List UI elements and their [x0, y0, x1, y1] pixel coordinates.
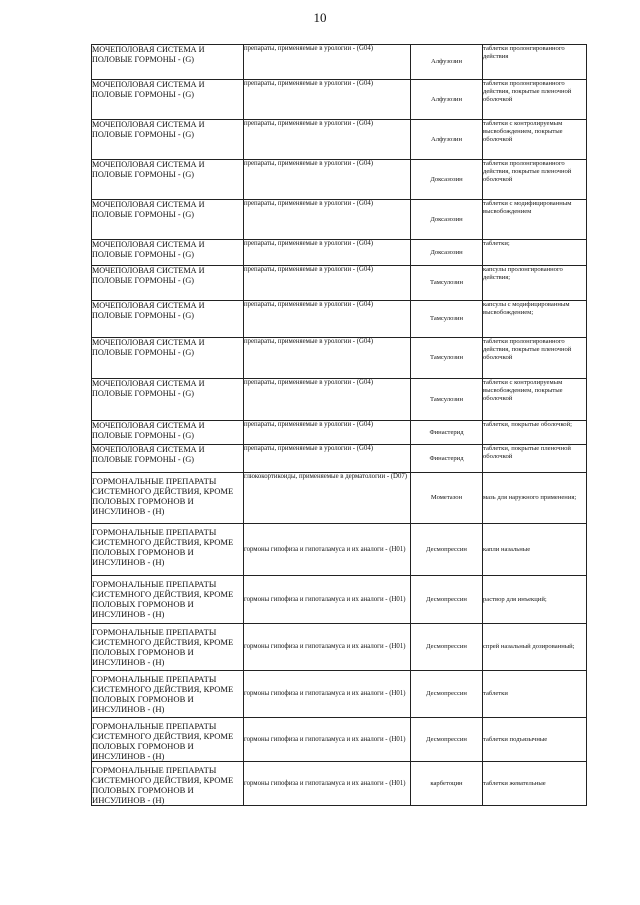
substance-cell: Тамсулозин [411, 338, 483, 379]
dosage-form-cell: таблетки подъязычные [483, 718, 587, 762]
dosage-form-cell: таблетки с контролируемым высвобождением, покрытые оболочкой [483, 120, 587, 160]
drug-table [91, 44, 587, 806]
dosage-form-cell: капсулы пролонгированного действия; [483, 266, 587, 301]
pharm-group-cell: препараты, применяемые в урологии - (G04) [244, 421, 411, 445]
substance-cell: Мометазон [411, 473, 483, 524]
dosage-form-cell: таблетки жевательные [483, 762, 587, 806]
category-cell: ГОРМОНАЛЬНЫЕ ПРЕПАРАТЫ СИСТЕМНОГО ДЕЙСТВИЯ, КРОМЕ ПОЛОВЫХ ГОРМОНОВ И ИНСУЛИНОВ - (H) [92, 576, 244, 624]
substance-cell: Доксазозин [411, 240, 483, 266]
substance-cell: Десмопрессин [411, 576, 483, 624]
substance-cell: Десмопрессин [411, 718, 483, 762]
pharm-group-cell: гормоны гипофиза и гипоталамуса и их аналоги - (H01) [244, 718, 411, 762]
pharm-group-cell: препараты, применяемые в урологии - (G04) [244, 240, 411, 266]
table-row [92, 266, 587, 301]
category-cell: МОЧЕПОЛОВАЯ СИСТЕМА И ПОЛОВЫЕ ГОРМОНЫ - (G) [92, 200, 244, 240]
category-cell: МОЧЕПОЛОВАЯ СИСТЕМА И ПОЛОВЫЕ ГОРМОНЫ - (G) [92, 421, 244, 445]
table-row [92, 718, 587, 762]
dosage-form-cell: раствор для инъекций; [483, 576, 587, 624]
table-row [92, 160, 587, 200]
dosage-form-cell: таблетки [483, 671, 587, 718]
substance-cell: Тамсулозин [411, 266, 483, 301]
category-cell: ГОРМОНАЛЬНЫЕ ПРЕПАРАТЫ СИСТЕМНОГО ДЕЙСТВИЯ, КРОМЕ ПОЛОВЫХ ГОРМОНОВ И ИНСУЛИНОВ - (H) [92, 473, 244, 524]
table-row [92, 421, 587, 445]
table-row [92, 524, 587, 576]
category-cell: МОЧЕПОЛОВАЯ СИСТЕМА И ПОЛОВЫЕ ГОРМОНЫ - (G) [92, 379, 244, 421]
table-row [92, 624, 587, 671]
pharm-group-cell: препараты, применяемые в урологии - (G04) [244, 160, 411, 200]
dosage-form-cell: спрей назальный дозированный; [483, 624, 587, 671]
table-row [92, 120, 587, 160]
pharm-group-cell: препараты, применяемые в урологии - (G04) [244, 301, 411, 338]
table-row [92, 338, 587, 379]
category-cell: ГОРМОНАЛЬНЫЕ ПРЕПАРАТЫ СИСТЕМНОГО ДЕЙСТВИЯ, КРОМЕ ПОЛОВЫХ ГОРМОНОВ И ИНСУЛИНОВ - (H) [92, 624, 244, 671]
pharm-group-cell: препараты, применяемые в урологии - (G04) [244, 379, 411, 421]
category-cell: МОЧЕПОЛОВАЯ СИСТЕМА И ПОЛОВЫЕ ГОРМОНЫ - (G) [92, 120, 244, 160]
table-row [92, 45, 587, 80]
substance-cell: Алфузозин [411, 45, 483, 80]
substance-cell: Финастерид [411, 421, 483, 445]
pharm-group-cell: препараты, применяемые в урологии - (G04) [244, 45, 411, 80]
category-cell: ГОРМОНАЛЬНЫЕ ПРЕПАРАТЫ СИСТЕМНОГО ДЕЙСТВИЯ, КРОМЕ ПОЛОВЫХ ГОРМОНОВ И ИНСУЛИНОВ - (H) [92, 671, 244, 718]
category-cell: МОЧЕПОЛОВАЯ СИСТЕМА И ПОЛОВЫЕ ГОРМОНЫ - (G) [92, 445, 244, 473]
category-cell: МОЧЕПОЛОВАЯ СИСТЕМА И ПОЛОВЫЕ ГОРМОНЫ - (G) [92, 160, 244, 200]
table-row [92, 200, 587, 240]
table-row [92, 379, 587, 421]
dosage-form-cell: таблетки пролонгированного действия, покрытые пленочной оболочкой [483, 338, 587, 379]
substance-cell: Алфузозин [411, 120, 483, 160]
category-cell: МОЧЕПОЛОВАЯ СИСТЕМА И ПОЛОВЫЕ ГОРМОНЫ - (G) [92, 240, 244, 266]
dosage-form-cell: таблетки пролонгированного действия [483, 45, 587, 80]
pharm-group-cell: препараты, применяемые в урологии - (G04) [244, 445, 411, 473]
dosage-form-cell: таблетки с модифицированным высвобождением [483, 200, 587, 240]
pharm-group-cell: препараты, применяемые в урологии - (G04) [244, 200, 411, 240]
table-row [92, 762, 587, 806]
pharm-group-cell: препараты, применяемые в урологии - (G04) [244, 120, 411, 160]
pharm-group-cell: препараты, применяемые в урологии - (G04) [244, 338, 411, 379]
category-cell: МОЧЕПОЛОВАЯ СИСТЕМА И ПОЛОВЫЕ ГОРМОНЫ - (G) [92, 338, 244, 379]
table-row [92, 671, 587, 718]
substance-cell: Доксазозин [411, 200, 483, 240]
table-row [92, 80, 587, 120]
dosage-form-cell: таблетки пролонгированного действия, покрытые пленочной оболочкой [483, 160, 587, 200]
dosage-form-cell: мазь для наружного применения; [483, 473, 587, 524]
substance-cell: Финастерид [411, 445, 483, 473]
dosage-form-cell: капсулы с модифицированным высвобождением; [483, 301, 587, 338]
dosage-form-cell: капли назальные [483, 524, 587, 576]
pharm-group-cell: гормоны гипофиза и гипоталамуса и их аналоги - (H01) [244, 524, 411, 576]
category-cell: МОЧЕПОЛОВАЯ СИСТЕМА И ПОЛОВЫЕ ГОРМОНЫ - (G) [92, 80, 244, 120]
dosage-form-cell: таблетки; [483, 240, 587, 266]
pharm-group-cell: гормоны гипофиза и гипоталамуса и их аналоги - (H01) [244, 576, 411, 624]
category-cell: МОЧЕПОЛОВАЯ СИСТЕМА И ПОЛОВЫЕ ГОРМОНЫ - (G) [92, 45, 244, 80]
dosage-form-cell: таблетки, покрытые пленочной оболочкой [483, 445, 587, 473]
table-row [92, 301, 587, 338]
pharm-group-cell: гормоны гипофиза и гипоталамуса и их аналоги - (H01) [244, 624, 411, 671]
pharm-group-cell: глюкокортикоиды, применяемые в дерматологии - (D07) [244, 473, 411, 524]
pharm-group-cell: гормоны гипофиза и гипоталамуса и их аналоги - (H01) [244, 762, 411, 806]
category-cell: МОЧЕПОЛОВАЯ СИСТЕМА И ПОЛОВЫЕ ГОРМОНЫ - (G) [92, 266, 244, 301]
dosage-form-cell: таблетки, покрытые оболочкой; [483, 421, 587, 445]
substance-cell: карбетоцин [411, 762, 483, 806]
table-row [92, 445, 587, 473]
category-cell: МОЧЕПОЛОВАЯ СИСТЕМА И ПОЛОВЫЕ ГОРМОНЫ - (G) [92, 301, 244, 338]
pharm-group-cell: гормоны гипофиза и гипоталамуса и их аналоги - (H01) [244, 671, 411, 718]
substance-cell: Десмопрессин [411, 624, 483, 671]
table-row [92, 576, 587, 624]
dosage-form-cell: таблетки с контролируемым высвобождением, покрытые оболочкой [483, 379, 587, 421]
category-cell: ГОРМОНАЛЬНЫЕ ПРЕПАРАТЫ СИСТЕМНОГО ДЕЙСТВИЯ, КРОМЕ ПОЛОВЫХ ГОРМОНОВ И ИНСУЛИНОВ - (H) [92, 524, 244, 576]
substance-cell: Десмопрессин [411, 524, 483, 576]
substance-cell: Десмопрессин [411, 671, 483, 718]
substance-cell: Тамсулозин [411, 301, 483, 338]
substance-cell: Алфузозин [411, 80, 483, 120]
pharm-group-cell: препараты, применяемые в урологии - (G04) [244, 266, 411, 301]
category-cell: ГОРМОНАЛЬНЫЕ ПРЕПАРАТЫ СИСТЕМНОГО ДЕЙСТВИЯ, КРОМЕ ПОЛОВЫХ ГОРМОНОВ И ИНСУЛИНОВ - (H) [92, 762, 244, 806]
dosage-form-cell: таблетки пролонгированного действия, покрытые пленочной оболочкой [483, 80, 587, 120]
substance-cell: Тамсулозин [411, 379, 483, 421]
pharm-group-cell: препараты, применяемые в урологии - (G04) [244, 80, 411, 120]
table-row [92, 473, 587, 524]
page-number: 10 [313, 10, 327, 25]
table-row [92, 240, 587, 266]
category-cell: ГОРМОНАЛЬНЫЕ ПРЕПАРАТЫ СИСТЕМНОГО ДЕЙСТВИЯ, КРОМЕ ПОЛОВЫХ ГОРМОНОВ И ИНСУЛИНОВ - (H) [92, 718, 244, 762]
substance-cell: Доксазозин [411, 160, 483, 200]
